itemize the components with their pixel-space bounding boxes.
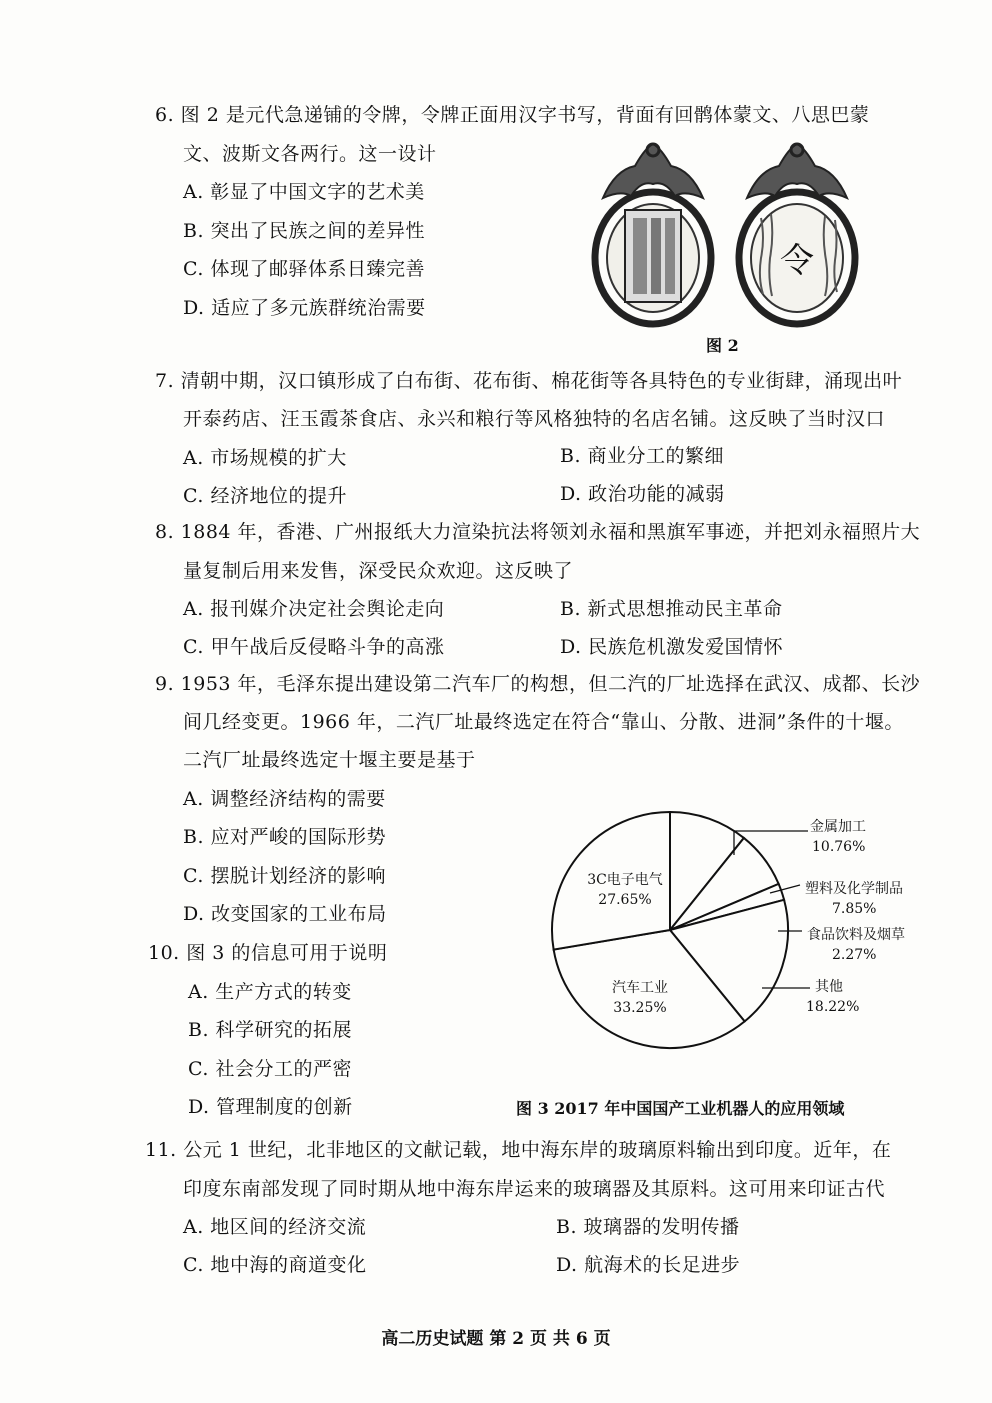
q6-option-a: A. 彰显了中国文字的艺术美 [183, 181, 425, 203]
q6-stem-line2: 文、波斯文各两行。这一设计 [183, 143, 437, 165]
q9-option-b: B. 应对严峻的国际形势 [183, 826, 387, 848]
q9-stem-line1: 9. 1953 年，毛泽东提出建设第二汽车厂的构想，但二汽的厂址选择在武汉、成都、长沙 [155, 673, 921, 695]
page-footer: 高二历史试题 第 2 页 共 6 页 [381, 1329, 611, 1349]
q8-option-a: A. 报刊媒介决定社会舆论走向 [183, 598, 445, 620]
leader-line-metal [734, 831, 808, 855]
token-back-character: 令 [780, 241, 814, 281]
pie-leader-lines [700, 815, 820, 1000]
q6-option-c: C. 体现了邮驿体系日臻完善 [183, 258, 425, 280]
q8-stem-line2: 量复制后用来发售，深受民众欢迎。这反映了 [183, 560, 574, 582]
pie-label-3c-name: 3C电子电气 [587, 872, 663, 888]
q7-option-c: C. 经济地位的提升 [183, 485, 347, 507]
q11-option-d: D. 航海术的长足进步 [556, 1254, 741, 1276]
pie-label-auto-name: 汽车工业 [612, 980, 668, 996]
q7-option-b: B. 商业分工的繁细 [560, 445, 725, 467]
pie-label-plastic-name: 塑料及化学制品 [805, 881, 903, 897]
q7-option-d: D. 政治功能的减弱 [560, 483, 725, 505]
q10-option-b: B. 科学研究的拓展 [188, 1019, 353, 1041]
pie-label-food-name: 食品饮料及烟草 [807, 927, 905, 943]
q11-option-c: C. 地中海的商道变化 [183, 1254, 367, 1276]
q8-option-b: B. 新式思想推动民主革命 [560, 598, 783, 620]
pie-label-metal-name: 金属加工 [810, 819, 866, 835]
q9-stem-line3: 二汽厂址最终选定十堰主要是基于 [183, 749, 476, 771]
figure-2-tokens [585, 140, 875, 330]
q10-option-a: A. 生产方式的转变 [188, 981, 352, 1003]
token-back-image [739, 144, 855, 324]
pie-label-plastic-value: 7.85% [832, 901, 877, 917]
q10-option-d: D. 管理制度的创新 [188, 1096, 353, 1118]
q8-option-c: C. 甲午战后反侵略斗争的高涨 [183, 636, 445, 658]
q6-option-b: B. 突出了民族之间的差异性 [183, 220, 426, 242]
q7-stem-line1: 7. 清朝中期，汉口镇形成了白布街、花布街、棉花街等各具特色的专业街肆，涌现出叶 [155, 370, 903, 392]
leader-line-plastic [770, 885, 800, 893]
q11-stem-line2: 印度东南部发现了同时期从地中海东岸运来的玻璃器及其原料。这可用来印证古代 [183, 1178, 886, 1200]
q10-stem: 10. 图 3 的信息可用于说明 [148, 942, 388, 964]
q8-stem-line1: 8. 1884 年，香港、广州报纸大力渲染抗法将领刘永福和黑旗军事迹，并把刘永福照片大 [155, 521, 921, 543]
pie-label-food-value: 2.27% [832, 947, 877, 963]
q10-option-c: C. 社会分工的严密 [188, 1058, 352, 1080]
q9-option-d: D. 改变国家的工业布局 [183, 903, 387, 925]
q11-option-a: A. 地区间的经济交流 [183, 1216, 367, 1238]
pie-label-other-value: 18.22% [806, 999, 860, 1015]
figure-3-caption: 图 3 2017 年中国国产工业机器人的应用领域 [516, 1099, 845, 1118]
pie-label-other-name: 其他 [815, 979, 843, 995]
figure-2-caption: 图 2 [706, 336, 739, 355]
token-front-image [595, 144, 711, 324]
q11-option-b: B. 玻璃器的发明传播 [556, 1216, 740, 1238]
pie-label-metal-value: 10.76% [812, 839, 866, 855]
q7-option-a: A. 市场规模的扩大 [183, 447, 347, 469]
pie-label-3c-value: 27.65% [598, 892, 652, 908]
q9-stem-line2: 间几经变更。1966 年，二汽厂址最终选定在符合“靠山、分散、进洞”条件的十堰。 [183, 711, 904, 733]
q6-stem-line1: 6. 图 2 是元代急递铺的令牌，令牌正面用汉字书写，背面有回鹘体蒙文、八思巴蒙 [155, 104, 870, 126]
q9-option-a: A. 调整经济结构的需要 [183, 788, 386, 810]
q8-option-d: D. 民族危机激发爱国情怀 [560, 636, 784, 658]
pie-label-auto-value: 33.25% [613, 1000, 667, 1016]
q11-stem-line1: 11. 公元 1 世纪，北非地区的文献记载，地中海东岸的玻璃原料输出到印度。近年，在 [145, 1139, 892, 1161]
q7-stem-line2: 开泰药店、汪玉霞茶食店、永兴和粮行等风格独特的名店名铺。这反映了当时汉口 [183, 408, 886, 430]
q6-option-d: D. 适应了多元族群统治需要 [183, 297, 426, 319]
q9-option-c: C. 摆脱计划经济的影响 [183, 865, 386, 887]
